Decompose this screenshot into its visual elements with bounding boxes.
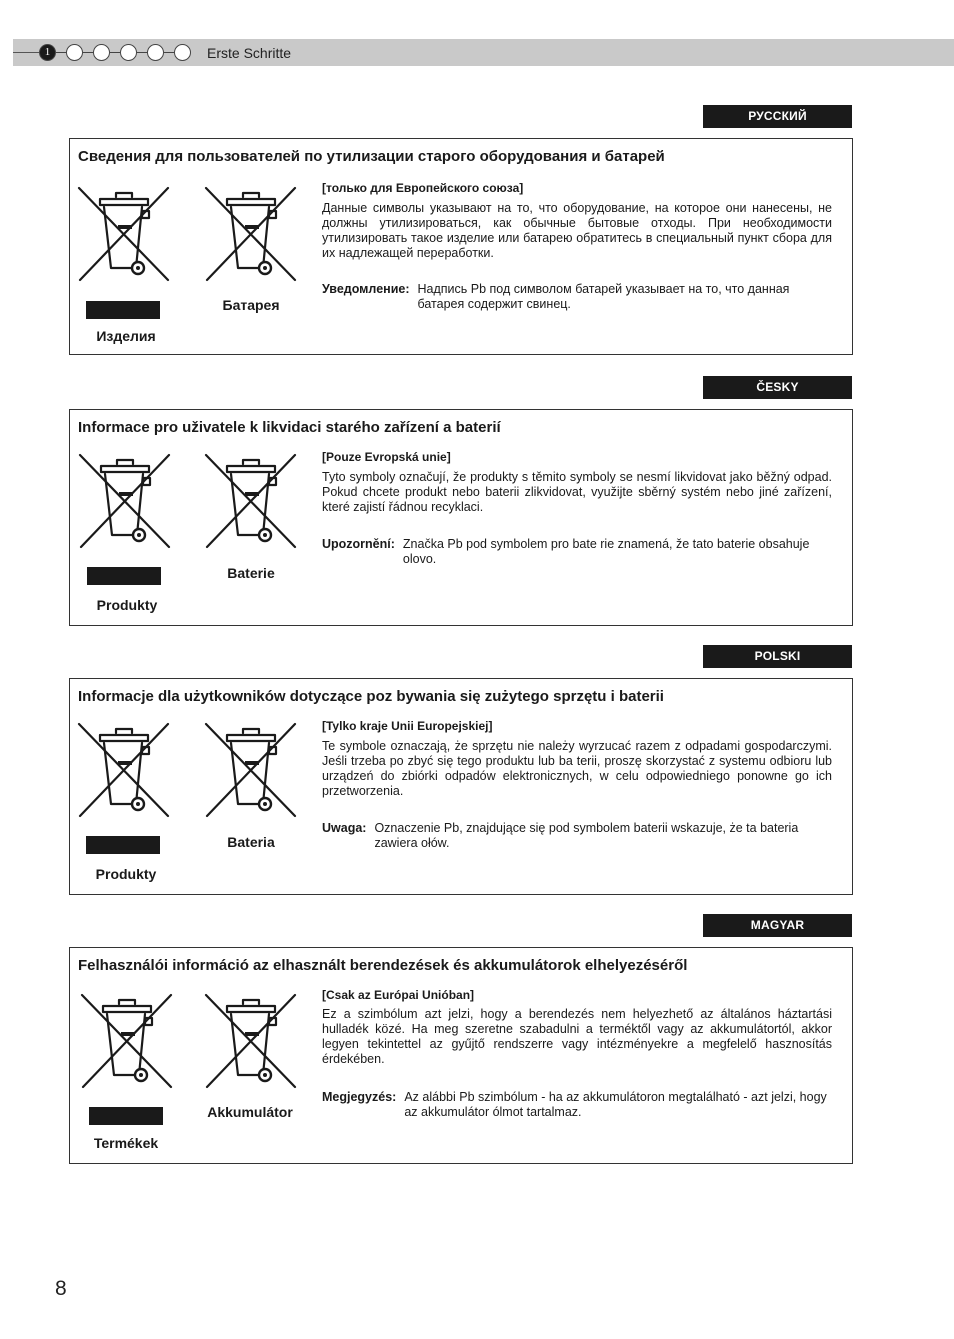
section-russian bbox=[69, 138, 853, 355]
chapter-title: Erste Schritte bbox=[207, 45, 292, 61]
battery-label: Батарея bbox=[222, 297, 280, 313]
notice-text: Надпись Pb под символом батарей указывает на то, что данная батарея содержит свинец. bbox=[417, 282, 790, 311]
step-2 bbox=[66, 44, 83, 61]
product-label: Изделия bbox=[96, 328, 156, 344]
weee-bin-icon bbox=[76, 184, 172, 284]
weee-bin-battery-icon bbox=[203, 720, 299, 820]
weee-bin-battery-icon bbox=[203, 184, 299, 284]
notice-row bbox=[322, 1090, 832, 1120]
step-5 bbox=[147, 44, 164, 61]
weee-bin-icon bbox=[77, 451, 173, 551]
section-hungarian bbox=[69, 947, 853, 1164]
lang-tag-polish: POLSKI bbox=[703, 645, 852, 668]
step-indicator bbox=[39, 43, 191, 62]
product-label: Produkty bbox=[95, 866, 157, 882]
black-bar bbox=[86, 301, 160, 319]
section-czech bbox=[69, 409, 853, 626]
notice-row bbox=[322, 537, 832, 567]
notice-label: Uwaga: bbox=[322, 821, 367, 835]
product-label: Produkty bbox=[96, 597, 158, 613]
step-6 bbox=[174, 44, 191, 61]
battery-label: Akkumulátor bbox=[207, 1104, 293, 1120]
section-polish bbox=[69, 678, 853, 895]
lang-tag-hungarian: MAGYAR bbox=[703, 914, 852, 937]
step-4 bbox=[120, 44, 137, 61]
black-bar bbox=[86, 836, 160, 854]
section-title: Informacje dla użytkowników dotyczące poz bywania się zużytego sprzętu i baterii bbox=[78, 688, 664, 705]
step-1-active: 1 bbox=[39, 44, 56, 61]
notice-label: Megjegyzés: bbox=[322, 1090, 397, 1104]
step-3 bbox=[93, 44, 110, 61]
note-heading: [Pouze Evropská unie] bbox=[322, 450, 451, 464]
note-body: Te symbole oznaczają, że sprzętu nie należy wyrzucać razem z odpadami gospodarczymi. Jeśli trzeba po zbyć się tego produktu lub ba terii, proszę skorzystać z systemu odbioru lub urządzeń do zbiórki odpadów elektronicznych, w celu odpowiedniego ponowne go ich przetworzenia. bbox=[322, 739, 832, 798]
notice-text: Oznaczenie Pb, znajdujące się pod symbolem baterii wskazuje, że ta bateria zawiera ołów. bbox=[374, 821, 799, 850]
lang-tag-czech: ČESKY bbox=[703, 376, 852, 399]
notice-text: Az alábbi Pb szimbólum - ha az akkumulátoron megtalálható - azt jelzi, hogy az akkumulátor ólmot tartalmaz. bbox=[404, 1090, 827, 1119]
weee-bin-icon bbox=[79, 991, 175, 1091]
notice-row bbox=[322, 821, 832, 851]
battery-label: Bateria bbox=[227, 834, 275, 850]
notice-label: Уведомление: bbox=[322, 282, 410, 296]
lang-tag-russian: РУССКИЙ bbox=[703, 105, 852, 128]
note-body: Данные символы указывают на то, что оборудование, на которое они нанесены, не должны утилизироваться, как обычные бытовые отходы. При необходимости утилизировать такое изделие или батарею обратитесь в специальный пункт сбора для их надлежащей переработки. bbox=[322, 201, 832, 260]
note-heading: [Tylko kraje Unii Europejskiej] bbox=[322, 719, 493, 733]
section-title: Сведения для пользователей по утилизации старого оборудования и батарей bbox=[78, 148, 665, 165]
notice-text: Značka Pb pod symbolem pro bate rie znamená, že tato baterie obsahuje olovo. bbox=[402, 537, 810, 566]
note-heading: [только для Европейского союза] bbox=[322, 181, 524, 195]
notice-label: Upozornění: bbox=[322, 537, 395, 551]
black-bar bbox=[89, 1107, 163, 1125]
note-heading: [Csak az Európai Unióban] bbox=[322, 988, 475, 1002]
product-label: Termékek bbox=[93, 1135, 159, 1151]
note-body: Tyto symboly označují, že produkty s těmito symboly se nesmí likvidovat jako běžný odpad. Pokud chcete produkt nebo baterii zlikvidovat, využijte sběrný systém nebo jiné zařízení, které zajistí řádnou recyklaci. bbox=[322, 470, 832, 514]
section-title: Felhasználói információ az elhasznált berendezések és akkumulátorok elhelyezéséről bbox=[78, 957, 688, 974]
header-rule bbox=[13, 52, 39, 53]
battery-label: Baterie bbox=[227, 565, 275, 581]
black-bar bbox=[87, 567, 161, 585]
section-title: Informace pro uživatele k likvidaci starého zařízení a baterií bbox=[78, 419, 501, 436]
notice-row bbox=[322, 282, 832, 312]
note-body: Ez a szimbólum azt jelzi, hogy a berendezés nem helyezhető az általános háztartási hulladék közé. Ha meg szeretne szabadulni a terméktől vagy az akkumulátortól, akkor legyen tekintettel az gyűjtő rendszerre vagy intézményekre a megfelelő hasznosítás érdekében. bbox=[322, 1007, 832, 1066]
weee-bin-icon bbox=[76, 720, 172, 820]
page-number: 8 bbox=[55, 1277, 67, 1300]
weee-bin-battery-icon bbox=[203, 451, 299, 551]
weee-bin-battery-icon bbox=[203, 991, 299, 1091]
